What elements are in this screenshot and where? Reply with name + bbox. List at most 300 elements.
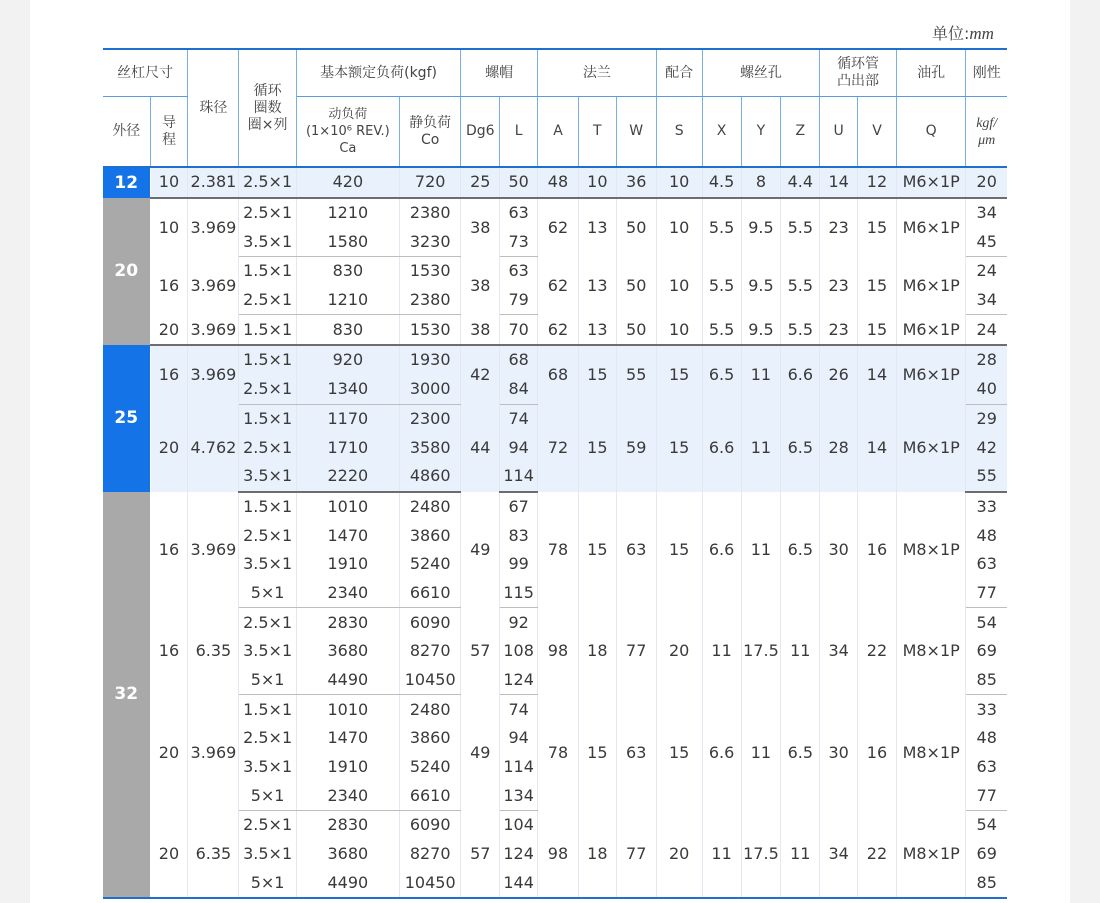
circuits-cell: 3.5×1	[239, 753, 296, 782]
ball-cell: 3.969	[188, 695, 239, 811]
circuits-cell: 1.5×1	[239, 257, 296, 286]
table-row	[103, 345, 1007, 375]
static-load-cell: 10450	[400, 666, 461, 695]
nut-length-cell: 108	[500, 637, 538, 666]
x-cell: 6.6	[702, 695, 741, 811]
z-cell: 6.5	[781, 492, 820, 608]
unit-value: mm	[969, 24, 994, 43]
static-load-cell: 1930	[400, 345, 461, 375]
table-row	[103, 695, 1007, 724]
a-cell: 98	[538, 811, 579, 899]
z-cell: 11	[781, 608, 820, 695]
hdr-stiffness-unit: kgf/ μm	[976, 115, 998, 148]
t-cell: 10	[578, 167, 616, 198]
circuits-cell: 5×1	[239, 781, 296, 810]
dynamic-load-cell: 1010	[296, 492, 399, 522]
dg6-cell: 38	[461, 315, 500, 345]
q-cell: M6×1P	[896, 167, 966, 198]
nut-length-cell: 115	[500, 579, 538, 608]
hdr-screw-size: 丝杠尺寸	[103, 49, 188, 97]
x-cell: 4.5	[702, 167, 741, 198]
stiffness-cell: 77	[966, 579, 1007, 608]
ball-cell: 3.969	[188, 345, 239, 404]
dynamic-load-cell: 830	[296, 315, 399, 345]
circuits-cell: 5×1	[239, 666, 296, 695]
table-row	[103, 492, 1007, 522]
table-body	[103, 167, 1007, 898]
stiffness-cell: 20	[966, 167, 1007, 198]
circuits-cell: 2.5×1	[239, 521, 296, 550]
table-header	[103, 49, 1007, 167]
t-cell: 15	[578, 695, 616, 811]
nut-length-cell: 94	[500, 724, 538, 753]
stiffness-cell: 63	[976, 757, 997, 777]
x-cell: 6.5	[702, 345, 741, 404]
static-load-cell: 5240	[400, 550, 461, 579]
nut-length-cell: 134	[500, 781, 538, 810]
outer-diameter-cell: 32	[103, 492, 150, 899]
hdr-rated-load: 基本额定负荷(kgf)	[296, 49, 461, 97]
hdr-S: S	[656, 97, 702, 168]
static-load-cell: 2300	[400, 404, 461, 433]
x-cell: 11	[702, 608, 741, 695]
dynamic-load-cell: 3680	[296, 840, 399, 869]
circuits-cell: 5×1	[239, 579, 296, 608]
t-cell: 18	[578, 811, 616, 899]
ball-cell: 3.969	[188, 257, 239, 315]
static-load-cell: 3000	[400, 375, 461, 404]
s-cell: 15	[656, 345, 702, 404]
lead-cell: 10	[150, 198, 188, 257]
dynamic-load-cell: 1340	[296, 375, 399, 404]
lead-cell: 16	[150, 345, 188, 404]
dynamic-load-cell: 2340	[296, 781, 399, 810]
u-cell: 30	[820, 492, 858, 608]
dynamic-load-cell: 1910	[296, 753, 399, 782]
w-cell: 55	[616, 345, 656, 404]
hdr-X: X	[702, 97, 741, 168]
dg6-cell: 49	[461, 695, 500, 811]
static-load-cell: 5240	[400, 753, 461, 782]
u-cell: 28	[820, 404, 858, 492]
nut-length-cell: 99	[500, 550, 538, 579]
circuits-cell: 1.5×1	[239, 315, 296, 345]
static-load-cell: 720	[400, 167, 461, 198]
lead-cell: 10	[150, 167, 188, 198]
stiffness-cell: 85	[966, 869, 1007, 899]
w-cell: 63	[616, 695, 656, 811]
dynamic-load-cell: 2340	[296, 579, 399, 608]
dg6-cell: 44	[461, 404, 500, 492]
dg6-cell: 57	[461, 608, 500, 695]
stiffness-cell: 29	[966, 404, 1007, 433]
ball-cell: 3.969	[188, 315, 239, 345]
ball-cell: 6.35	[188, 811, 239, 899]
nut-length-cell: 70	[500, 315, 538, 345]
q-cell: M8×1P	[896, 608, 966, 695]
circuits-cell: 2.5×1	[239, 286, 296, 315]
dynamic-load-cell: 1210	[296, 286, 399, 315]
v-cell: 14	[858, 404, 897, 492]
y-cell: 8	[741, 167, 781, 198]
dg6-cell: 38	[461, 198, 500, 257]
nut-length-cell: 114	[500, 462, 538, 492]
table-row	[103, 167, 1007, 198]
hdr-Y: Y	[741, 97, 781, 168]
stiffness-cell: 69	[976, 844, 997, 864]
a-cell: 48	[538, 167, 579, 198]
nut-length-cell: 84	[500, 375, 538, 404]
nut-length-cell: 73	[500, 227, 538, 256]
s-cell: 10	[656, 198, 702, 257]
unit-label-text: 单位:	[932, 24, 970, 43]
table-row	[103, 608, 1007, 637]
t-cell: 13	[578, 257, 616, 315]
t-cell: 13	[578, 315, 616, 345]
z-cell: 5.5	[781, 257, 820, 315]
unit-label	[932, 21, 994, 44]
t-cell: 15	[578, 492, 616, 608]
u-cell: 23	[820, 198, 858, 257]
a-cell: 62	[538, 198, 579, 257]
circuits-cell: 1.5×1	[239, 695, 296, 724]
hdr-oil-hole: 油孔	[896, 49, 966, 97]
ball-cell: 2.381	[188, 167, 239, 198]
static-load-cell: 2380	[400, 286, 461, 315]
stiffness-cell: 45	[966, 227, 1007, 256]
dynamic-load-cell: 1010	[296, 695, 399, 724]
stiffness-cell: 69	[976, 641, 997, 661]
hdr-circuits: 循环 圈数 圈×列	[239, 49, 296, 167]
stiffness-cell: 48	[976, 525, 997, 545]
v-cell: 14	[858, 345, 897, 404]
dynamic-load-cell: 2830	[296, 608, 399, 637]
table-row	[103, 404, 1007, 433]
static-load-cell: 2480	[400, 492, 461, 522]
static-load-cell: 2380	[400, 198, 461, 228]
w-cell: 50	[616, 315, 656, 345]
stiffness-cell: 28	[966, 345, 1007, 375]
hdr-T: T	[578, 97, 616, 168]
nut-length-cell: 79	[500, 286, 538, 315]
s-cell: 20	[656, 608, 702, 695]
hdr-A: A	[538, 97, 579, 168]
nut-length-cell: 74	[500, 695, 538, 724]
static-load-cell: 1530	[400, 315, 461, 345]
hdr-L: L	[500, 97, 538, 168]
v-cell: 16	[858, 492, 897, 608]
nut-length-cell: 83	[500, 521, 538, 550]
hdr-U: U	[820, 97, 858, 168]
stiffness-cell: 63	[976, 554, 997, 574]
q-cell: M8×1P	[896, 811, 966, 899]
a-cell: 62	[538, 257, 579, 315]
stiffness-cell: 77	[966, 781, 1007, 810]
stiffness-cell: 24	[976, 261, 997, 281]
a-cell: 68	[538, 345, 579, 404]
s-cell: 15	[656, 695, 702, 811]
nut-length-cell: 67	[500, 492, 538, 522]
outer-diameter-cell: 25	[103, 345, 150, 491]
outer-diameter-cell: 20	[103, 198, 150, 345]
y-cell: 11	[741, 695, 781, 811]
y-cell: 9.5	[741, 257, 781, 315]
q-cell: M8×1P	[896, 695, 966, 811]
x-cell: 5.5	[702, 198, 741, 257]
lead-cell: 20	[150, 811, 188, 899]
stiffness-cell: 33	[976, 496, 997, 516]
z-cell: 6.5	[781, 404, 820, 492]
ballscrew-spec-table	[103, 48, 1007, 899]
hdr-ball-dia: 珠径	[188, 49, 239, 167]
z-cell: 4.4	[781, 167, 820, 198]
circuits-cell: 1.5×1	[239, 345, 296, 375]
dynamic-load-cell: 1710	[296, 433, 399, 462]
static-load-cell: 4860	[400, 462, 461, 492]
z-cell: 5.5	[781, 315, 820, 345]
t-cell: 18	[578, 608, 616, 695]
hdr-stiffness: 刚性	[966, 49, 1007, 97]
nut-length-cell: 144	[500, 869, 538, 899]
v-cell: 15	[858, 198, 897, 257]
u-cell: 26	[820, 345, 858, 404]
w-cell: 63	[616, 492, 656, 608]
static-load-cell: 2480	[400, 695, 461, 724]
w-cell: 50	[616, 257, 656, 315]
dynamic-load-cell: 2220	[296, 462, 399, 492]
table-row	[103, 257, 1007, 286]
stiffness-cell: 24	[966, 315, 1007, 345]
circuits-cell: 3.5×1	[239, 227, 296, 256]
q-cell: M8×1P	[896, 492, 966, 608]
u-cell: 23	[820, 315, 858, 345]
u-cell: 23	[820, 257, 858, 315]
hdr-flange: 法兰	[538, 49, 657, 97]
w-cell: 36	[616, 167, 656, 198]
nut-length-cell: 63	[500, 257, 538, 286]
lead-cell: 20	[150, 695, 188, 811]
s-cell: 15	[656, 492, 702, 608]
lead-cell: 20	[150, 404, 188, 492]
v-cell: 15	[858, 257, 897, 315]
a-cell: 62	[538, 315, 579, 345]
circuits-cell: 3.5×1	[239, 840, 296, 869]
y-cell: 11	[741, 345, 781, 404]
hdr-V: V	[858, 97, 897, 168]
circuits-cell: 1.5×1	[239, 404, 296, 433]
stiffness-cell: 54	[976, 612, 997, 632]
hdr-od: 外径	[103, 97, 150, 168]
circuits-cell: 1.5×1	[239, 492, 296, 522]
hdr-fit: 配合	[656, 49, 702, 97]
static-load-cell: 6090	[400, 608, 461, 637]
dg6-cell: 42	[461, 345, 500, 404]
circuits-cell: 3.5×1	[239, 637, 296, 666]
v-cell: 22	[858, 811, 897, 899]
static-load-cell: 3860	[400, 521, 461, 550]
circuits-cell: 3.5×1	[239, 462, 296, 492]
dynamic-load-cell: 2830	[296, 811, 399, 840]
dynamic-load-cell: 1470	[296, 724, 399, 753]
a-cell: 78	[538, 492, 579, 608]
hdr-W: W	[616, 97, 656, 168]
static-load-cell: 3230	[400, 227, 461, 256]
q-cell: M6×1P	[896, 315, 966, 345]
stiffness-cell: 85	[966, 666, 1007, 695]
stiffness-cell: 34	[976, 203, 997, 223]
static-load-cell: 6610	[400, 781, 461, 810]
dynamic-load-cell: 4490	[296, 869, 399, 899]
v-cell: 22	[858, 608, 897, 695]
x-cell: 5.5	[702, 257, 741, 315]
v-cell: 15	[858, 315, 897, 345]
y-cell: 17.5	[741, 608, 781, 695]
circuits-cell: 2.5×1	[239, 433, 296, 462]
lead-cell: 16	[150, 492, 188, 608]
nut-length-cell: 124	[500, 666, 538, 695]
dg6-cell: 49	[461, 492, 500, 608]
stiffness-cell: 55	[966, 462, 1007, 492]
stiffness-cell: 54	[976, 815, 997, 835]
q-cell: M6×1P	[896, 404, 966, 492]
dynamic-load-cell: 1470	[296, 521, 399, 550]
dynamic-load-cell: 1170	[296, 404, 399, 433]
hdr-bolt-hole: 螺丝孔	[702, 49, 820, 97]
static-load-cell: 3580	[400, 433, 461, 462]
hdr-lead: 导 程	[150, 97, 188, 168]
nut-length-cell: 68	[500, 345, 538, 375]
dg6-cell: 38	[461, 257, 500, 315]
nut-length-cell: 50	[500, 167, 538, 198]
hdr-tube: 循环管 凸出部	[820, 49, 897, 97]
static-load-cell: 10450	[400, 869, 461, 899]
u-cell: 14	[820, 167, 858, 198]
z-cell: 6.6	[781, 345, 820, 404]
x-cell: 6.6	[702, 404, 741, 492]
a-cell: 78	[538, 695, 579, 811]
dynamic-load-cell: 4490	[296, 666, 399, 695]
w-cell: 77	[616, 608, 656, 695]
hdr-Q: Q	[896, 97, 966, 168]
lead-cell: 16	[150, 257, 188, 315]
stiffness-cell: 40	[966, 375, 1007, 404]
static-load-cell: 6090	[400, 811, 461, 840]
hdr-nut: 螺帽	[461, 49, 538, 97]
w-cell: 77	[616, 811, 656, 899]
circuits-cell: 2.5×1	[239, 608, 296, 637]
dg6-cell: 25	[461, 167, 500, 198]
dynamic-load-cell: 3680	[296, 637, 399, 666]
circuits-cell: 2.5×1	[239, 198, 296, 228]
nut-length-cell: 94	[500, 433, 538, 462]
nut-length-cell: 124	[500, 840, 538, 869]
y-cell: 9.5	[741, 315, 781, 345]
q-cell: M6×1P	[896, 345, 966, 404]
dg6-cell: 57	[461, 811, 500, 899]
s-cell: 10	[656, 257, 702, 315]
w-cell: 50	[616, 198, 656, 257]
table-row	[103, 811, 1007, 840]
y-cell: 17.5	[741, 811, 781, 899]
hdr-Z: Z	[781, 97, 820, 168]
t-cell: 15	[578, 404, 616, 492]
nut-length-cell: 92	[500, 608, 538, 637]
nut-length-cell: 114	[500, 753, 538, 782]
ball-cell: 3.969	[188, 492, 239, 608]
circuits-cell: 2.5×1	[239, 724, 296, 753]
s-cell: 20	[656, 811, 702, 899]
static-load-cell: 8270	[400, 840, 461, 869]
z-cell: 11	[781, 811, 820, 899]
u-cell: 34	[820, 811, 858, 899]
x-cell: 6.6	[702, 492, 741, 608]
nut-length-cell: 104	[500, 811, 538, 840]
static-load-cell: 1530	[400, 257, 461, 286]
hdr-dynamic-load: 动负荷 (1×10⁶ REV.) Ca	[296, 97, 399, 168]
s-cell: 15	[656, 404, 702, 492]
ball-cell: 4.762	[188, 404, 239, 492]
circuits-cell: 2.5×1	[239, 811, 296, 840]
stiffness-cell: 42	[966, 433, 1007, 462]
x-cell: 5.5	[702, 315, 741, 345]
static-load-cell: 6610	[400, 579, 461, 608]
static-load-cell: 3860	[400, 724, 461, 753]
circuits-cell: 3.5×1	[239, 550, 296, 579]
s-cell: 10	[656, 167, 702, 198]
dynamic-load-cell: 920	[296, 345, 399, 375]
v-cell: 16	[858, 695, 897, 811]
circuits-cell: 2.5×1	[239, 375, 296, 404]
y-cell: 11	[741, 404, 781, 492]
dynamic-load-cell: 1910	[296, 550, 399, 579]
dynamic-load-cell: 420	[296, 167, 399, 198]
q-cell: M6×1P	[896, 257, 966, 315]
dynamic-load-cell: 1580	[296, 227, 399, 256]
circuits-cell: 5×1	[239, 869, 296, 899]
a-cell: 72	[538, 404, 579, 492]
outer-diameter-cell: 12	[103, 167, 150, 198]
stiffness-cell: 48	[976, 728, 997, 748]
lead-cell: 20	[150, 315, 188, 345]
y-cell: 9.5	[741, 198, 781, 257]
t-cell: 15	[578, 345, 616, 404]
dynamic-load-cell: 1210	[296, 198, 399, 228]
dynamic-load-cell: 830	[296, 257, 399, 286]
table-row	[103, 198, 1007, 228]
a-cell: 98	[538, 608, 579, 695]
ball-cell: 6.35	[188, 608, 239, 695]
nut-length-cell: 74	[500, 404, 538, 433]
u-cell: 34	[820, 608, 858, 695]
v-cell: 12	[858, 167, 897, 198]
x-cell: 11	[702, 811, 741, 899]
static-load-cell: 8270	[400, 637, 461, 666]
lead-cell: 16	[150, 608, 188, 695]
y-cell: 11	[741, 492, 781, 608]
w-cell: 59	[616, 404, 656, 492]
z-cell: 6.5	[781, 695, 820, 811]
hdr-dg6: Dg6	[461, 97, 500, 168]
s-cell: 10	[656, 315, 702, 345]
circuits-cell: 2.5×1	[239, 167, 296, 198]
z-cell: 5.5	[781, 198, 820, 257]
stiffness-cell: 34	[966, 286, 1007, 315]
q-cell: M6×1P	[896, 198, 966, 257]
nut-length-cell: 63	[500, 198, 538, 228]
hdr-static-load: 静负荷 Co	[400, 97, 461, 168]
table-row	[103, 315, 1007, 345]
stiffness-cell: 33	[976, 699, 997, 719]
